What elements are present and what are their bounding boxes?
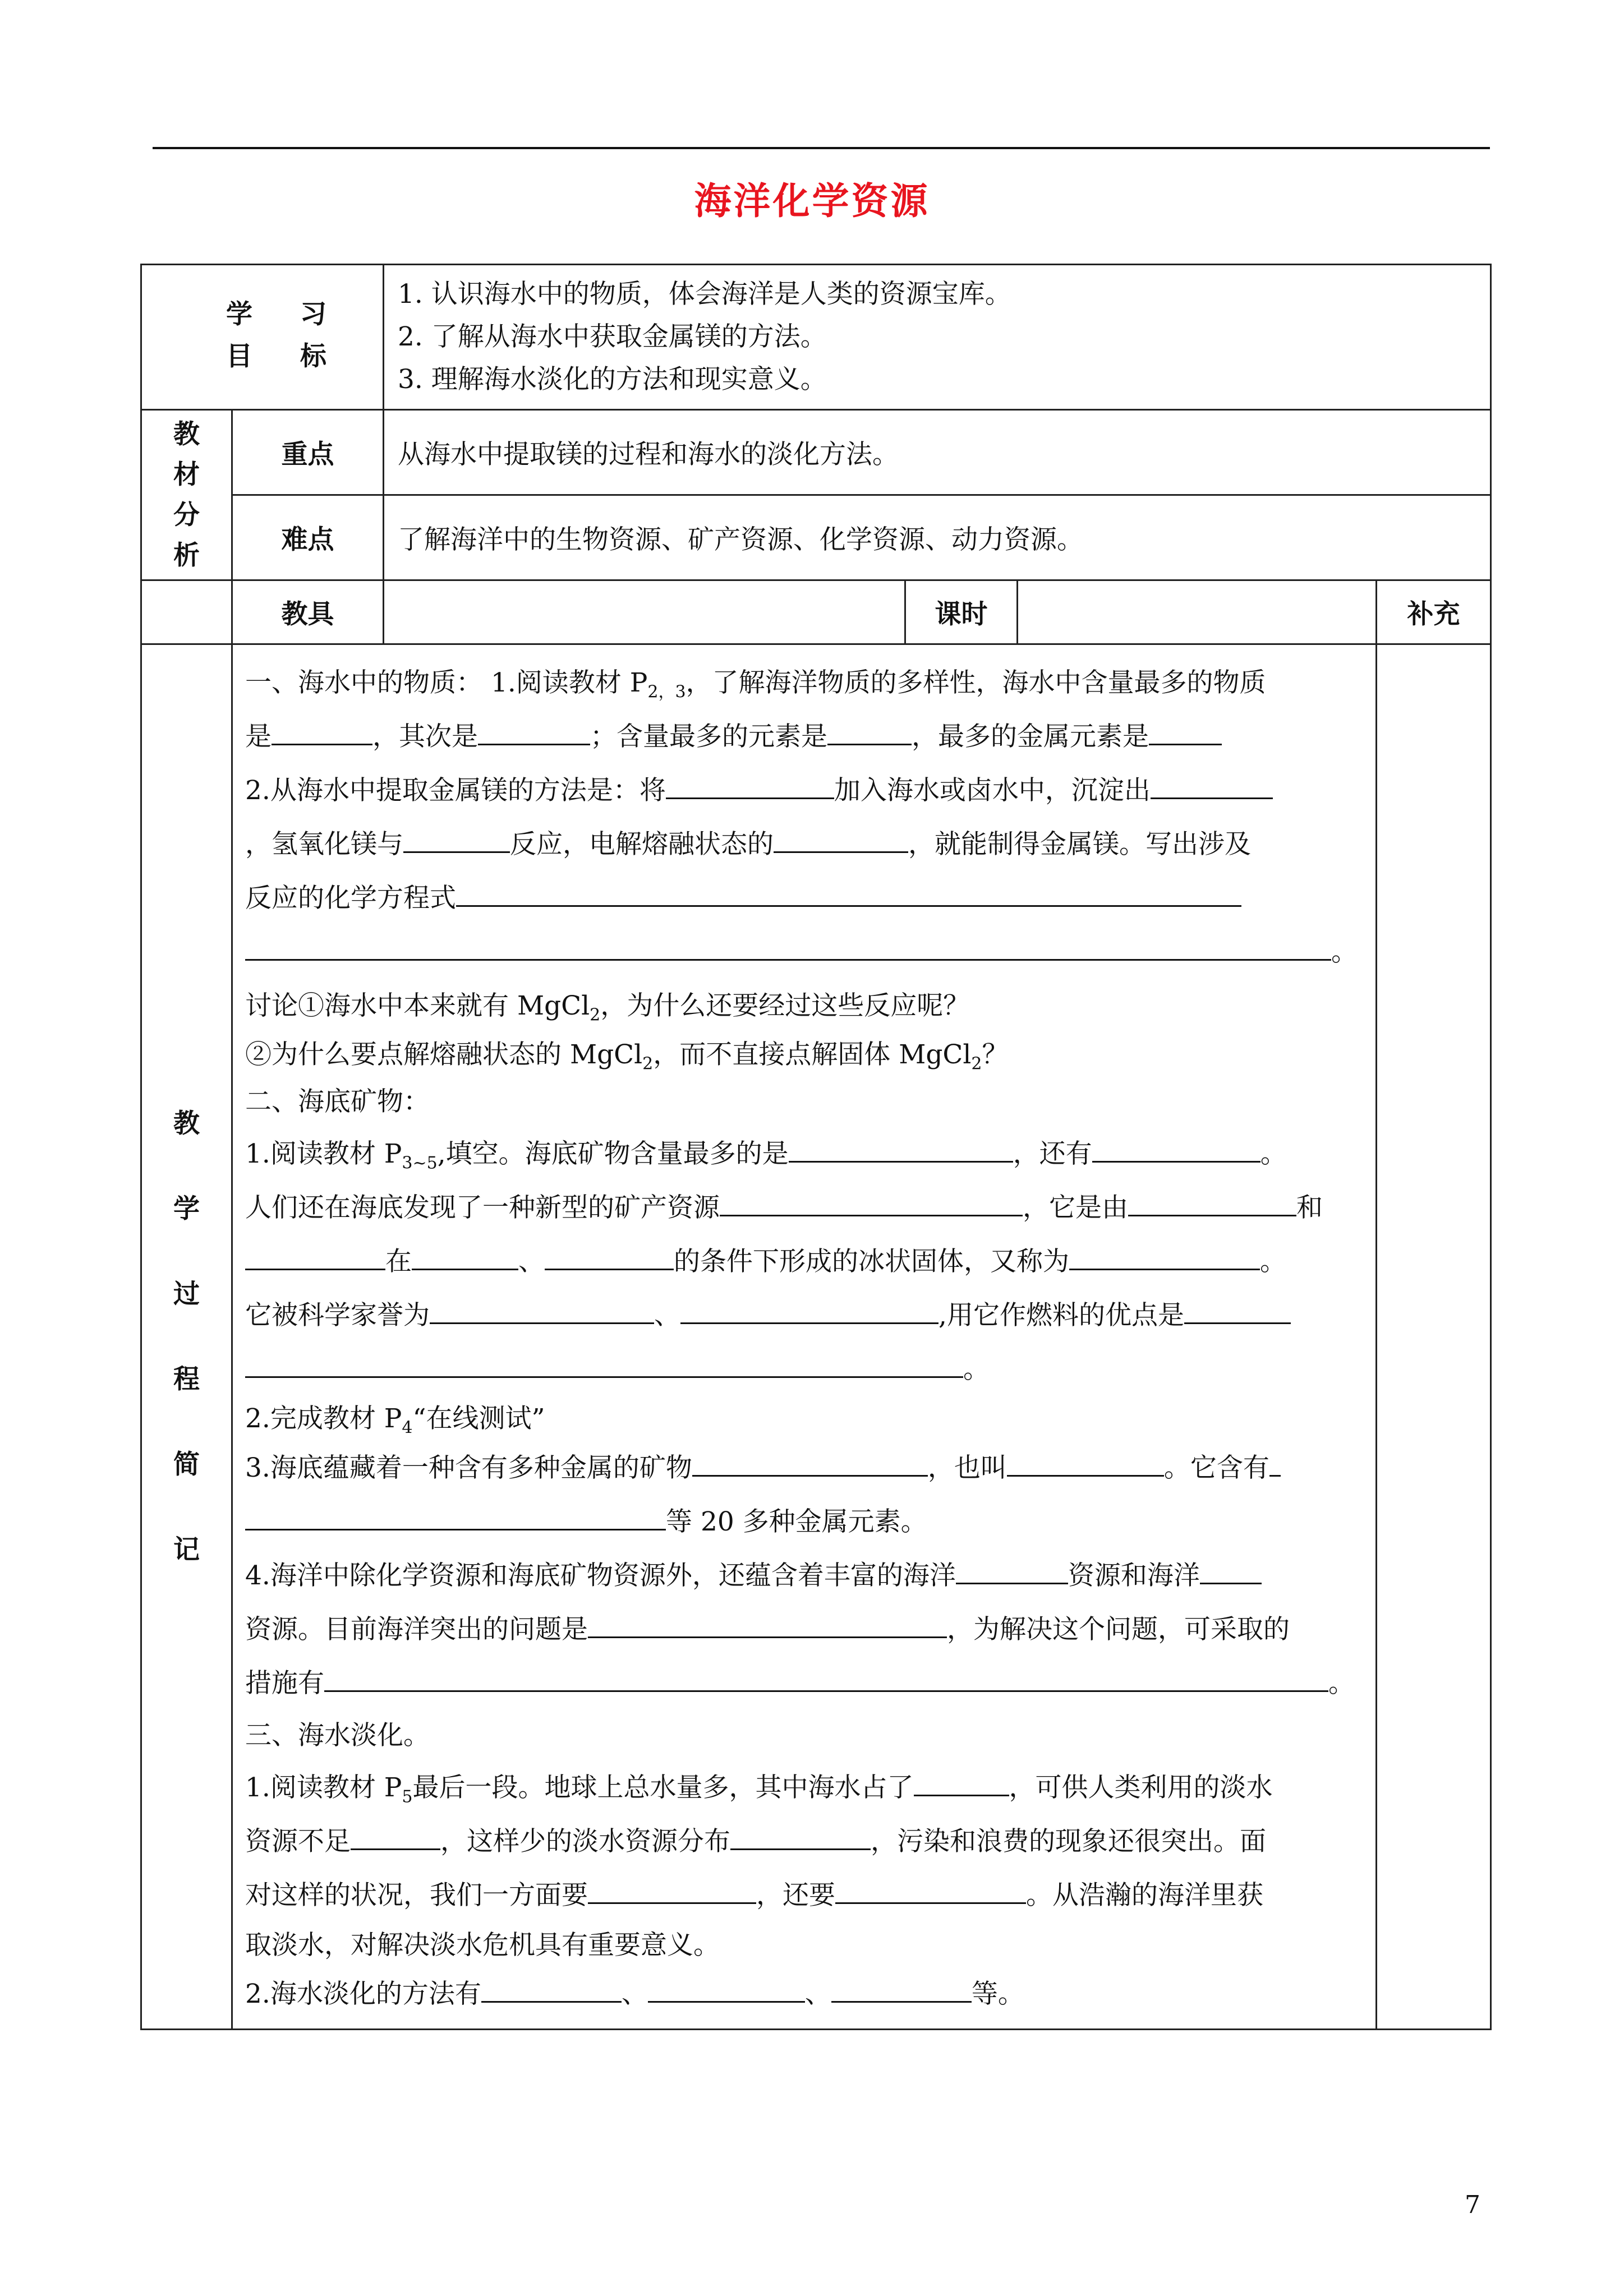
blank-field[interactable] (403, 819, 510, 853)
text-line: 2.海水淡化的方法有 、 、 等。 (245, 1968, 1363, 2014)
text-line: 资源不足 ，这样少的淡水资源分布 ，污染和浪费的现象还很突出。面 (245, 1815, 1363, 1869)
process-content (232, 644, 1377, 2030)
text-line: 1.阅读教材 $P_5$最后一段。地球上总水量多，其中海水占了 ，可供人类利用的淡水 (245, 1761, 1363, 1815)
objective-item: 2. 了解从海水中获取金属镁的方法。 (398, 321, 827, 352)
difficulty-text: 了解海洋中的生物资源、矿产资源、化学资源、动力资源。 (384, 495, 1491, 580)
class-period-value (1018, 580, 1377, 644)
blank-field[interactable] (245, 1236, 385, 1270)
text-line: 在 、 的条件下形成的冰状固体，又称为 。 (245, 1235, 1363, 1289)
text-line: 取淡水，对解决淡水危机具有重要意义。 (245, 1930, 720, 1961)
text-line: 反应的化学方程式 (245, 872, 1363, 925)
text-line: 4.海洋中除化学资源和海底矿物资源外，还蕴含着丰富的海洋 资源和海洋 (245, 1549, 1363, 1603)
class-period-label: 课时 (905, 580, 1018, 644)
text-line: 一、海水中的物质： 1.阅读教材 $P_{2,3}$，了解海洋物质的多样性，海水中含量最多的物质 (245, 667, 1266, 702)
text-line: ②为什么要点解熔融状态的 MgCl$_2$，而不直接点解固体 MgCl$_2$？ (245, 1039, 1009, 1074)
blank-field[interactable] (481, 1968, 622, 2003)
supplement-column (1377, 644, 1491, 2030)
section-heading: 二、海底矿物： (245, 1086, 430, 1117)
lesson-plan-table (140, 264, 1492, 2030)
blank-field[interactable] (324, 1658, 1328, 1692)
objectives-list (384, 265, 1491, 410)
text-line: 讨论①海水中本来就有 MgCl$_2$，为什么还要经过这些反应呢？ (245, 990, 970, 1025)
blank-field[interactable] (720, 1182, 1023, 1216)
text-line: 资源。目前海洋突出的问题是 ，为解决这个问题，可采取的 (245, 1603, 1363, 1657)
blank-field[interactable] (730, 1816, 871, 1850)
text-line: 3.海底蕴藏着一种含有多种金属的矿物 ，也叫 。它含有 (245, 1441, 1363, 1495)
text-line: 等 20 多种金属元素。 (245, 1495, 1363, 1549)
text-line: 是 ，其次是 ；含量最多的元素是 ，最多的金属元素是 (245, 710, 1363, 764)
blank-field[interactable] (914, 1762, 1009, 1796)
page-title: 海洋化学资源 (694, 179, 930, 223)
text-line: 措施有 。 (245, 1657, 1363, 1711)
blank-field[interactable] (835, 1870, 1026, 1904)
blank-field[interactable] (666, 765, 834, 799)
blank-field[interactable] (588, 1604, 947, 1638)
objective-item: 3. 理解海水淡化的方法和现实意义。 (398, 364, 827, 395)
text-line: 2.从海水中提取金属镁的方法是：将 加入海水或卤水中，沉淀出 (245, 764, 1363, 818)
blank-field[interactable] (827, 711, 912, 745)
key-point-text: 从海水中提取镁的过程和海水的淡化方法。 (384, 410, 1491, 495)
text-line: ，氢氧化镁与 反应，电解熔融状态的 ，就能制得金属镁。写出涉及 (245, 818, 1363, 872)
teaching-tools-value (384, 580, 905, 644)
blank-field[interactable] (430, 1290, 654, 1324)
blank-field[interactable] (1092, 1128, 1260, 1163)
key-point-label: 重点 (232, 410, 384, 495)
process-label: 教学过程简记 (141, 644, 232, 2030)
blank-field[interactable] (478, 711, 590, 745)
empty-cell (141, 580, 232, 644)
blank-field[interactable] (1069, 1236, 1260, 1270)
text-line: 人们还在海底发现了一种新型的矿产资源 ，它是由 和 (245, 1181, 1363, 1235)
text-line: 对这样的状况，我们一方面要 ，还要 。从浩瀚的海洋里获 (245, 1869, 1363, 1922)
blank-field[interactable] (789, 1128, 1013, 1163)
blank-field[interactable] (456, 873, 1241, 907)
blank-field[interactable] (680, 1290, 938, 1324)
blank-field[interactable] (1128, 1182, 1296, 1216)
section-heading: 三、海水淡化。 (245, 1720, 430, 1751)
blank-field[interactable] (956, 1550, 1068, 1584)
blank-field[interactable] (272, 711, 372, 745)
blank-field[interactable] (245, 1496, 666, 1530)
text-line: 。 (245, 925, 1363, 979)
text-line: 2.完成教材 $P_4“$在线测试” (245, 1403, 545, 1438)
blank-field[interactable] (1269, 1442, 1281, 1477)
blank-field[interactable] (831, 1968, 972, 2003)
blank-field[interactable] (1200, 1550, 1262, 1584)
text-line: 1.阅读教材 $P_{3\sim 5}$,填空。海底矿物含量最多的是 ，还有 。 (245, 1127, 1363, 1181)
header-rule (153, 147, 1490, 149)
blank-field[interactable] (692, 1442, 928, 1477)
blank-field[interactable] (545, 1236, 674, 1270)
objectives-label: 学 习 目 标 (141, 265, 384, 410)
text-line: 。 (245, 1343, 1363, 1396)
supplement-label: 补充 (1377, 580, 1491, 644)
page-number: 7 (1465, 2191, 1480, 2219)
blank-field[interactable] (351, 1816, 440, 1850)
blank-field[interactable] (245, 1344, 963, 1378)
blank-field[interactable] (588, 1870, 756, 1904)
blank-field[interactable] (245, 926, 1331, 961)
teaching-tools-label: 教具 (232, 580, 384, 644)
blank-field[interactable] (1007, 1442, 1164, 1477)
analysis-label: 教材分析 (141, 410, 232, 580)
blank-field[interactable] (412, 1236, 518, 1270)
blank-field[interactable] (648, 1968, 805, 2003)
objective-item: 1. 认识海水中的物质，体会海洋是人类的资源宝库。 (398, 279, 1011, 310)
blank-field[interactable] (1149, 711, 1222, 745)
blank-field[interactable] (1151, 765, 1273, 799)
text-line: 它被科学家誉为 、 ,用它作燃料的优点是 (245, 1289, 1363, 1343)
difficulty-label: 难点 (232, 495, 384, 580)
blank-field[interactable] (1184, 1290, 1291, 1324)
blank-field[interactable] (774, 819, 908, 853)
